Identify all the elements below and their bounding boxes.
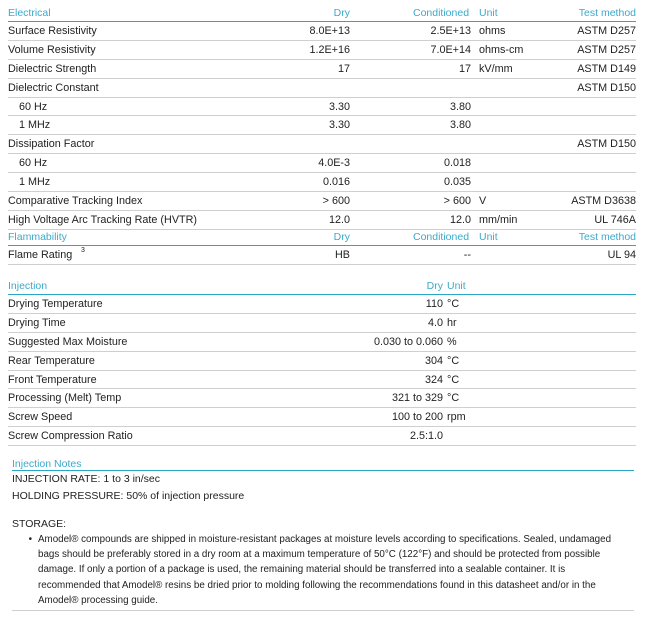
dry-value: 17 <box>337 62 350 75</box>
conditioned-value: 17 <box>458 62 471 75</box>
bullet-dot: • <box>28 534 32 545</box>
header-property: Injection <box>8 280 48 292</box>
header-conditioned: Conditioned <box>413 231 470 243</box>
table-row <box>8 389 636 408</box>
injection-table <box>8 277 636 446</box>
property-name: Drying Temperature <box>8 298 103 310</box>
property-name: 60 Hz <box>19 100 48 113</box>
unit: rpm <box>447 411 466 424</box>
dry-value: 321 to 329 <box>391 392 443 405</box>
test-method: ASTM D150 <box>577 138 636 151</box>
injection-notes <box>12 456 634 505</box>
electrical-table <box>8 4 636 230</box>
header-method: Test method <box>578 231 636 243</box>
property-name: Dielectric Constant <box>8 81 99 94</box>
dry-value: 4.0E-3 <box>318 157 350 170</box>
unit: hr <box>447 316 457 329</box>
dry-value: 0.016 <box>322 176 350 189</box>
table-row <box>8 173 636 192</box>
unit: mm/min <box>479 213 518 226</box>
header-property: Flammability <box>8 231 67 243</box>
flammability-table <box>8 228 636 265</box>
property-name: 1 MHz <box>19 119 51 132</box>
dry-value: 1.2E+16 <box>309 43 350 56</box>
table-row <box>8 408 636 427</box>
property-name: High Voltage Arc Tracking Rate (HVTR) <box>8 213 198 226</box>
dry-value: 12.0 <box>328 213 350 226</box>
unit: % <box>447 335 457 348</box>
table-row <box>8 116 636 135</box>
header-property: Electrical <box>8 7 51 19</box>
test-method: ASTM D3638 <box>571 195 636 208</box>
property-name: Screw Speed <box>8 411 73 424</box>
dry-value: 0.030 to 0.060 <box>373 335 443 348</box>
conditioned-value: 12.0 <box>449 213 471 226</box>
dry-value: 100 to 200 <box>391 411 443 424</box>
property-name: Dissipation Factor <box>8 138 95 151</box>
test-method: ASTM D150 <box>577 81 636 94</box>
test-method: UL 94 <box>607 249 636 261</box>
conditioned-value: -- <box>463 249 471 261</box>
notes-title: Injection Notes <box>12 456 634 471</box>
injection-rows <box>8 295 636 446</box>
table-row <box>8 98 636 117</box>
electrical-header <box>8 4 636 22</box>
dry-value: > 600 <box>322 195 350 208</box>
conditioned-value: 2.5E+13 <box>430 25 471 37</box>
flammability-header <box>8 228 636 246</box>
storage-text: Amodel® compounds are shipped in moisture-resistant packages at moisture levels according to specifications. Sealed, undamaged bags should be preferably stored in a dry room at a maximum temperature of 50°C (122°F) and should be protected from possible damage. If only a portion of a package is used, the remaining material should be transferred into a sealable container. It is recommended that Amodel® resins be dried prior to molding following the recommendations found in this datasheet and/or in the Amodel® processing guide. <box>38 534 612 606</box>
table-row <box>8 192 636 211</box>
property-name: Surface Resistivity <box>8 25 97 37</box>
table-row <box>8 295 636 314</box>
unit: ohms <box>479 25 506 37</box>
table-row <box>8 22 636 41</box>
footnote-marker: 3 <box>81 247 85 254</box>
header-conditioned: Conditioned <box>413 7 470 19</box>
property-name: Suggested Max Moisture <box>8 335 128 348</box>
table-row <box>8 60 636 79</box>
conditioned-value: 7.0E+14 <box>430 43 471 56</box>
unit: °C <box>447 392 460 405</box>
table-row <box>8 41 636 60</box>
header-unit: Unit <box>447 280 466 292</box>
conditioned-value: 0.035 <box>443 176 471 189</box>
table-row <box>8 246 636 265</box>
unit: °C <box>447 354 460 367</box>
table-row <box>8 371 636 390</box>
unit: V <box>479 195 487 208</box>
table-row <box>8 211 636 230</box>
header-unit: Unit <box>479 7 498 19</box>
table-row <box>8 427 636 446</box>
unit: kV/mm <box>479 62 513 75</box>
flammability-rows <box>8 246 636 265</box>
electrical-rows <box>8 22 636 230</box>
note-holding-pressure: HOLDING PRESSURE: 50% of injection pressure <box>12 490 245 502</box>
test-method: UL 746A <box>594 213 636 226</box>
test-method: ASTM D149 <box>577 62 636 75</box>
header-dry: Dry <box>426 280 443 292</box>
header-unit: Unit <box>479 231 498 243</box>
dry-value: 4.0 <box>427 316 443 329</box>
property-name: Flame Rating <box>8 249 73 261</box>
property-name: Screw Compression Ratio <box>8 430 133 443</box>
test-method: ASTM D257 <box>577 25 636 37</box>
table-row <box>8 79 636 98</box>
conditioned-value: 0.018 <box>443 157 471 170</box>
header-dry: Dry <box>333 7 350 19</box>
dry-value: 8.0E+13 <box>309 25 350 37</box>
dry-value: HB <box>335 249 350 261</box>
unit: ohms-cm <box>479 43 524 56</box>
header-method: Test method <box>578 7 636 19</box>
property-name: Comparative Tracking Index <box>8 195 143 208</box>
property-name: Rear Temperature <box>8 354 95 367</box>
dry-value: 3.30 <box>328 100 350 113</box>
property-name: Processing (Melt) Temp <box>8 392 122 405</box>
conditioned-value: 3.80 <box>449 119 471 132</box>
test-method: ASTM D257 <box>577 43 636 56</box>
property-name: 60 Hz <box>19 157 48 170</box>
unit: °C <box>447 373 460 386</box>
table-row <box>8 352 636 371</box>
property-name: Drying Time <box>8 316 66 329</box>
table-row <box>8 314 636 333</box>
dry-value: 2.5:1.0 <box>409 430 443 443</box>
property-name: Front Temperature <box>8 373 97 386</box>
conditioned-value: 3.80 <box>449 100 471 113</box>
property-name: 1 MHz <box>19 176 51 189</box>
conditioned-value: > 600 <box>443 195 471 208</box>
storage-bullet <box>12 532 634 608</box>
dry-value: 110 <box>425 298 443 310</box>
table-row <box>8 333 636 352</box>
table-row <box>8 154 636 173</box>
storage-section <box>12 508 634 611</box>
dry-value: 324 <box>424 373 443 386</box>
injection-header <box>8 277 636 295</box>
unit: °C <box>447 298 460 310</box>
property-name: Volume Resistivity <box>8 43 96 56</box>
bottom-divider <box>12 610 634 611</box>
header-dry: Dry <box>333 231 350 243</box>
table-row <box>8 135 636 154</box>
dry-value: 304 <box>424 354 443 367</box>
storage-title: STORAGE: <box>12 518 67 530</box>
note-injection-rate: INJECTION RATE: 1 to 3 in/sec <box>12 473 161 485</box>
dry-value: 3.30 <box>328 119 350 132</box>
property-name: Dielectric Strength <box>8 62 97 75</box>
